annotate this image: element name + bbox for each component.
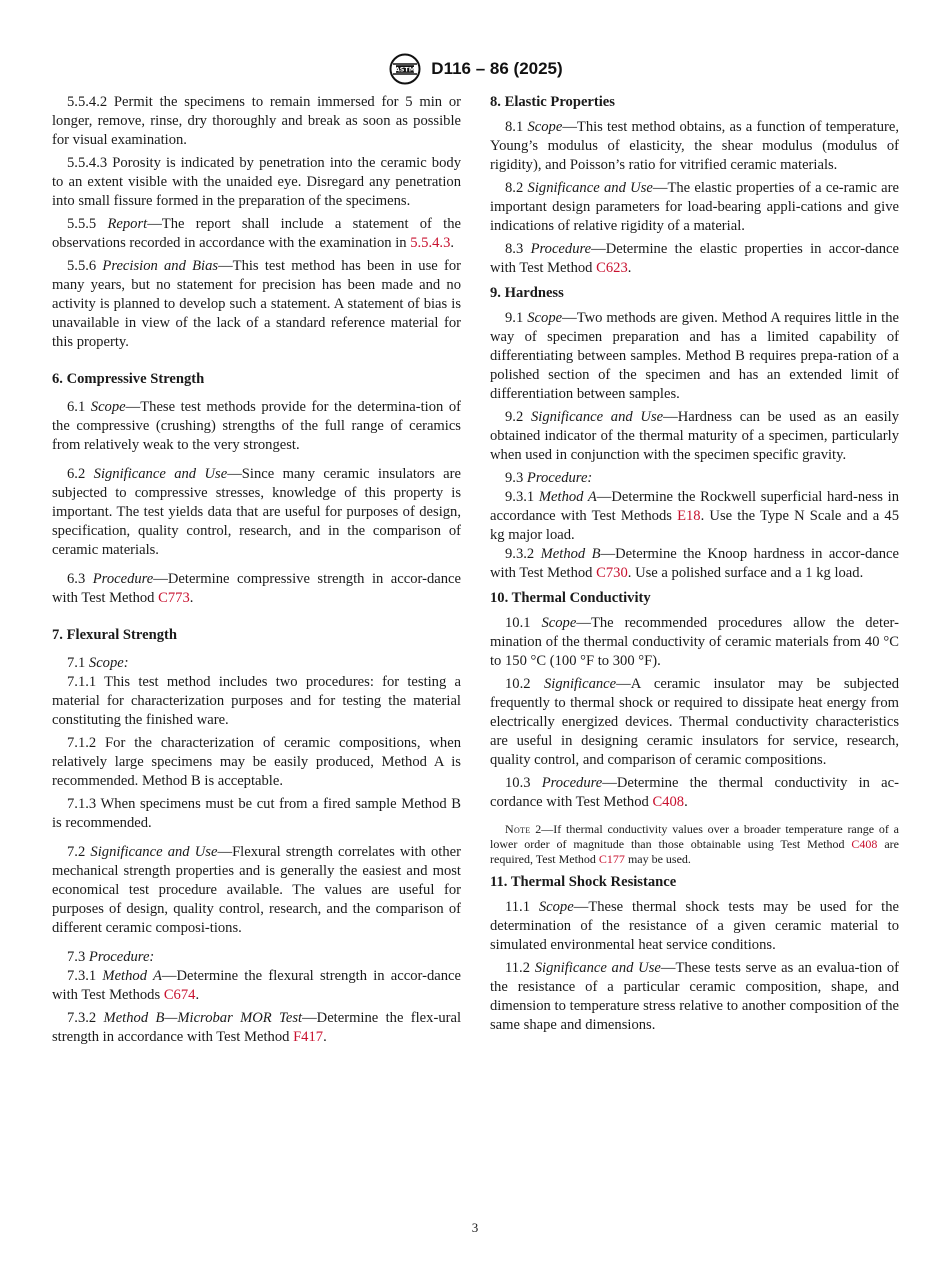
para-6-1: 6.1 Scope—These test methods provide for the determina-tion of the compressive (crushing) strengths of the full range of ceramics from relatively weak to the very strongest. (52, 399, 461, 453)
para-9-1: 9.1 Scope—Two methods are given. Method A requires little in the way of specimen preparation and has a limited capability of differentiating between samples. Method B requires prepa-ration of a polished section of the specimen and has an extended limit of differentiation between samples. (490, 310, 899, 402)
para-8-3: 8.3 Procedure—Determine the elastic properties in accor-dance with Test Method C623. (490, 241, 899, 276)
para-6-2: 6.2 Significance and Use—Since many ceramic insulators are subjected to compressive stresses, knowledge of this property is important. The test yields data that are useful for purposes of design, specification, quality control, research, and in the comparison of ceramic materials. (52, 466, 461, 558)
note-2: Note 2—If thermal conductivity values over a broader temperature range of a lower order of magnitude than those obtainable using Test Method C408 are required, Test Method C177 may be used. (490, 822, 899, 866)
para-7-3-2: 7.3.2 Method B—Microbar MOR Test—Determine the flex-ural strength in accordance with Test Method F417. (52, 1010, 462, 1045)
para-9-3-2: 9.3.2 Method B—Determine the Knoop hardness in accor-dance with Test Method C730. Use a polished surface and a 1 kg load. (490, 546, 899, 581)
page-header (0, 53, 950, 85)
para-5-5-4-3: 5.5.4.3 Porosity is indicated by penetration into the ceramic body to an extent visible with the unaided eye. Disregard any penetration into small fissure formed in the preparation of the specimens. (52, 155, 461, 209)
para-5-5-4-2: 5.5.4.2 Permit the specimens to remain immersed for 5 min or longer, remove, rinse, dry thoroughly and break as soon as possible for visual examination. (52, 94, 461, 148)
section-link-5-5-4-3[interactable]: 5.5.4.3 (410, 235, 451, 251)
left-column (52, 93, 461, 1051)
para-9-3: 9.3 Procedure: (505, 470, 593, 486)
para-11-1: 11.1 Scope—These thermal shock tests may be used for the determination of the resistance of a given ceramic material to simulated environmental heat service conditions. (490, 899, 900, 953)
section-11-heading: 11. Thermal Shock Resistance (490, 874, 677, 890)
ref-link-c773[interactable]: C773 (158, 590, 190, 606)
para-7-3-1: 7.3.1 Method A—Determine the flexural strength in accor-dance with Test Methods C674. (52, 968, 461, 1003)
ref-link-c177[interactable]: C177 (598, 852, 625, 866)
section-7-heading: 7. Flexural Strength (52, 627, 177, 643)
ref-link-c623[interactable]: C623 (596, 260, 628, 276)
para-11-2: 11.2 Significance and Use—These tests serve as an evalua-tion of the resistance of a particular ceramic composition, shape, and dimension to temperature stress relative to another composition of the same shape and dimensions. (490, 960, 899, 1033)
section-8-heading: 8. Elastic Properties (490, 94, 615, 110)
para-8-2: 8.2 Significance and Use—The elastic properties of a ce-ramic are important design parameters for load-bearing appli-cations and give indications of relative rigidity of a material. (490, 180, 899, 234)
para-7-2: 7.2 Significance and Use—Flexural strength correlates with other mechanical strength properties and is generally the easiest and most economical test procedure available. The values are useful for purposes of design, quality control, research, and the comparison of different ceramic composi-tions. (52, 844, 461, 936)
ref-link-c408-note[interactable]: C408 (851, 837, 878, 851)
para-10-1: 10.1 Scope—The recommended procedures allow the deter-mination of the thermal conductivity of ceramic materials from 40 °C to 150 °C (100 °F to 300 °F). (490, 615, 899, 669)
ref-link-e18[interactable]: E18 (677, 508, 701, 524)
ref-link-c674[interactable]: C674 (163, 987, 196, 1003)
para-10-2: 10.2 Significance—A ceramic insulator may be subjected frequently to thermal shock or required to dissipate heat energy from electrically energized devices. Thermal conductivity characteristics are useful in designing ceramic insulators for service, research, quality control, and comparison of ceramic compositions. (490, 676, 899, 768)
section-10-heading: 10. Thermal Conductivity (490, 590, 651, 606)
ref-link-c408[interactable]: C408 (652, 794, 685, 810)
para-9-2: 9.2 Significance and Use—Hardness can be used as an easily obtained indicator of the thermal maturity of a specimen, particularly when used in conjunction with the specimen specific gravity. (490, 409, 899, 463)
para-5-5-5: 5.5.5 Report—The report shall include a statement of the observations recorded in accordance with the examination in 5.5.4.3. (52, 216, 461, 251)
para-7-1-3: 7.1.3 When specimens must be cut from a fired sample Method B is recommended. (52, 796, 461, 831)
page-number: 3 (471, 1220, 479, 1235)
para-7-3: 7.3 Procedure: (67, 949, 155, 965)
para-7-1-1: 7.1.1 This test method includes two procedures: for testing a material for characterization purposes and for testing the material constituting the finished ware. (52, 674, 461, 728)
section-6-heading: 6. Compressive Strength (52, 371, 205, 387)
document-designation: D116 – 86 (2025) (431, 59, 563, 78)
ref-link-c730[interactable]: C730 (596, 565, 628, 581)
astm-logo-icon (387, 53, 423, 85)
para-5-5-6: 5.5.6 Precision and Bias—This test method has been in use for many years, but no statement for precision has been made and no activity is planned to develop such a statement. A statement of bias is unavailable in view of the lack of a standard reference material for this property. (52, 258, 461, 350)
ref-link-f417[interactable]: F417 (293, 1029, 324, 1045)
section-9-heading: 9. Hardness (490, 285, 564, 301)
para-7-1-2: 7.1.2 For the characterization of ceramic compositions, when relatively large specimens may be easily produced, Method A is recommended. Method B is acceptable. (52, 735, 461, 789)
para-7-1: 7.1 Scope: (67, 655, 129, 671)
para-8-1: 8.1 Scope—This test method obtains, as a function of temperature, Young’s modulus of elasticity, the shear modulus (modulus of rigidity), and Poisson’s ratio for vitrified ceramic materials. (490, 119, 899, 173)
right-column (490, 93, 899, 1039)
para-10-3: 10.3 Procedure—Determine the thermal conductivity in ac-cordance with Test Method C408. (490, 775, 899, 810)
para-9-3-1: 9.3.1 Method A—Determine the Rockwell superficial hard-ness in accordance with Test Methods E18. Use the Type N Scale and a 45 kg major load. (490, 489, 899, 543)
para-6-3: 6.3 Procedure—Determine compressive strength in accor-dance with Test Method C773. (52, 571, 461, 606)
logo-text: ASTM (395, 65, 416, 74)
